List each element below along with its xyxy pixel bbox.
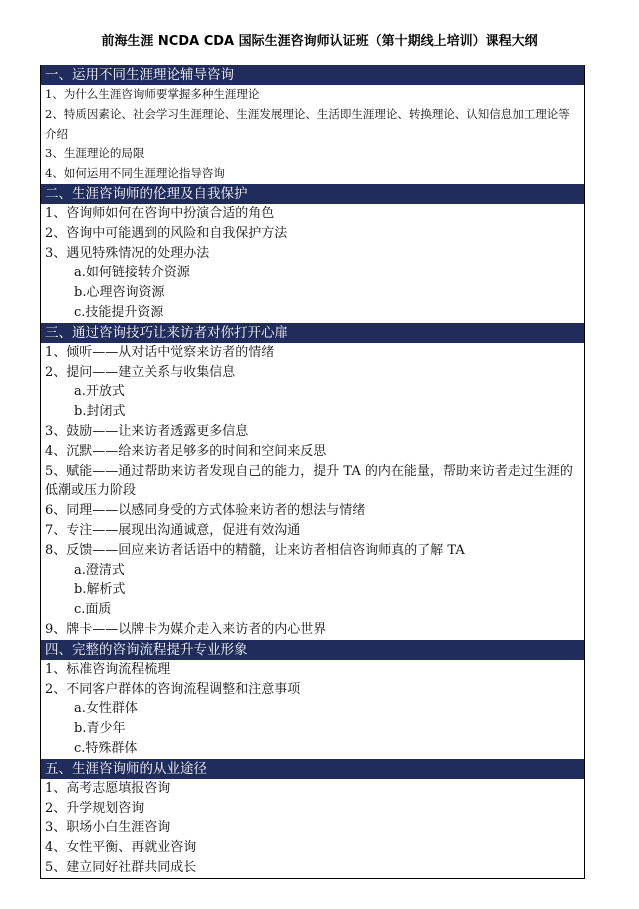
section-header-3: 三、通过咨询技巧让来访者对你打开心扉 [41, 323, 584, 343]
section-3-item-3: 3、鼓励——让来访者透露更多信息 [45, 423, 249, 439]
section-header-4: 四、完整的咨询流程提升专业形象 [41, 640, 584, 660]
section-3-item-7: 7、专注——展现出沟通诚意，促进有效沟通 [45, 522, 301, 538]
section-3-item-8-sub-a: a.澄清式 [74, 562, 125, 578]
section-3-item-8: 8、反馈——回应来访者话语中的精髓，让来访者相信咨询师真的了解 TA [45, 542, 465, 558]
section-2-item-3-sub-a: a.如何链接转介资源 [74, 265, 190, 281]
section-header-2: 二、生涯咨询师的伦理及自我保护 [41, 184, 584, 204]
section-3-item-5: 5、赋能——通过帮助来访者发现自己的能力，提升 TA 的内在能量，帮助来访者走过生涯的低潮或压力阶段 [45, 463, 573, 499]
section-5-item-5: 5、建立同好社群共同成长 [45, 859, 197, 875]
section-3-item-4: 4、沉默——给来访者足够多的时间和空间来反思 [45, 443, 327, 459]
section-3-item-9: 9、牌卡——以牌卡为媒介走入来访者的内心世界 [45, 621, 327, 637]
section-2-item-3-sub-b: b.心理咨询资源 [74, 285, 165, 301]
section-3-item-6: 6、同理——以感同身受的方式体验来访者的想法与情绪 [45, 503, 366, 519]
section-1-item-3: 3、生涯理论的局限 [45, 146, 145, 161]
section-3-item-2-sub-b: b.封闭式 [74, 404, 126, 420]
section-3-item-8-sub-c: c.面质 [74, 602, 112, 618]
section-1-item-1: 1、为什么生涯咨询师要掌握多种生涯理论 [45, 87, 260, 101]
section-1-item-2: 2、特质因素论、社会学习生涯理论、生涯发展理论、生活即生涯理论、转换理论、认知信息加工理论等介绍 [45, 106, 570, 141]
section-header-5: 五、生涯咨询师的从业途径 [41, 759, 584, 779]
section-2-item-3: 3、遇见特殊情况的处理办法 [45, 245, 210, 261]
section-4-item-1: 1、标准咨询流程梳理 [45, 661, 171, 677]
section-2-item-1: 1、咨询师如何在咨询中扮演合适的角色 [45, 205, 275, 221]
section-3-item-1: 1、倾听——从对话中觉察来访者的情绪 [45, 344, 275, 360]
section-3-item-2: 2、提问——建立关系与收集信息 [45, 364, 236, 380]
section-5-item-4: 4、女性平衡、再就业咨询 [45, 840, 197, 856]
section-3-item-2-sub-a: a.开放式 [74, 384, 125, 400]
section-2-item-2: 2、咨询中可能遇到的风险和自我保护方法 [45, 225, 288, 241]
document-title: 前海生涯 NCDA CDA 国际生涯咨询师认证班（第十期线上培训）课程大纲 [101, 34, 538, 49]
section-3-item-8-sub-b: b.解析式 [74, 582, 126, 598]
section-header-1: 一、运用不同生涯理论辅导咨询 [41, 65, 584, 85]
course-outline [40, 65, 585, 879]
section-4-item-2-sub-c: c.特殊群体 [74, 740, 138, 756]
section-4-item-2-sub-b: b.青少年 [74, 721, 126, 737]
section-5-item-2: 2、升学规划咨询 [45, 800, 145, 816]
section-4-item-2-sub-a: a.女性群体 [74, 701, 138, 717]
section-5-item-1: 1、高考志愿填报咨询 [45, 780, 171, 796]
section-1-item-4: 4、如何运用不同生涯理论指导咨询 [45, 166, 225, 181]
section-5-item-3: 3、职场小白生涯咨询 [45, 820, 171, 836]
section-2-item-3-sub-c: c.技能提升资源 [74, 304, 164, 320]
section-4-item-2: 2、不同客户群体的咨询流程调整和注意事项 [45, 681, 301, 697]
